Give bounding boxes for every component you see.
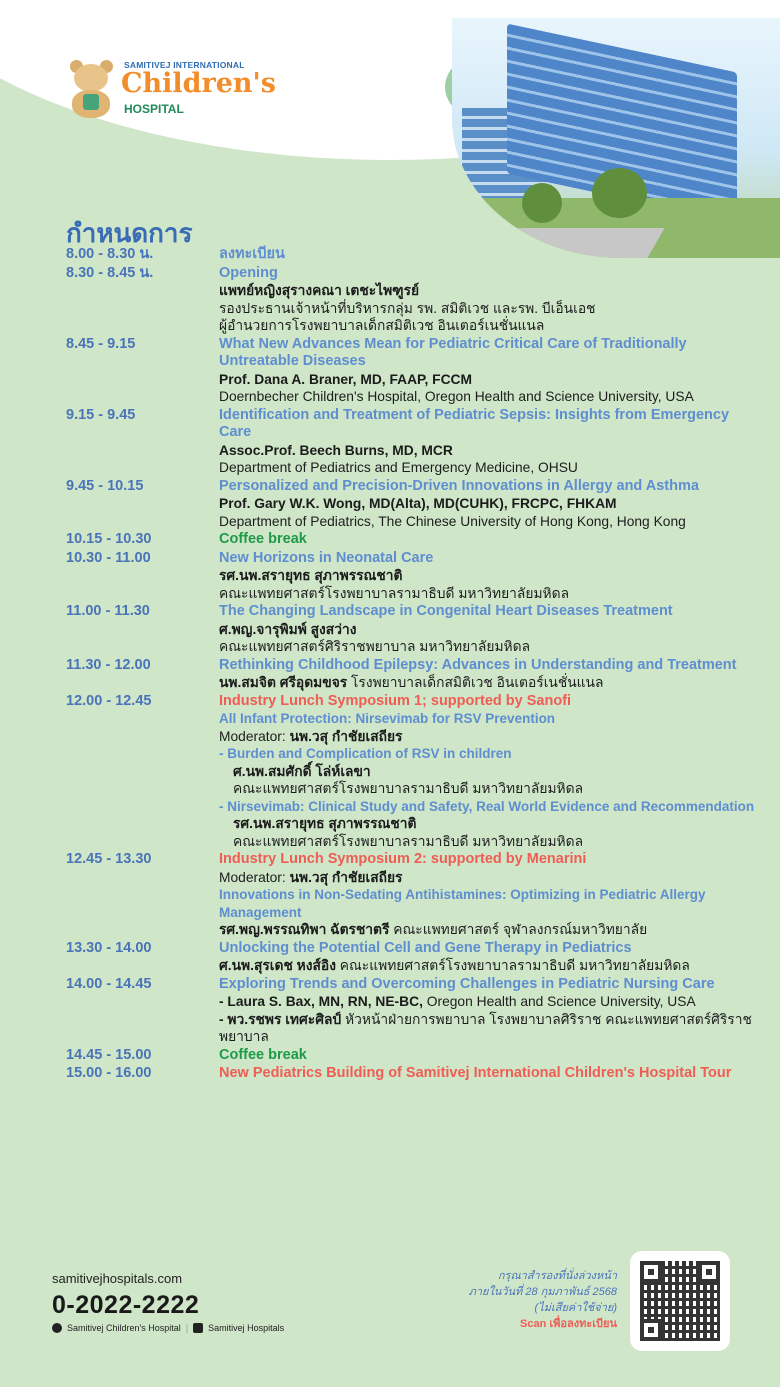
session-time: 8.45 - 9.15 [66,335,136,352]
schedule-list [66,246,756,1084]
talk-speaker: ศ.นพ.สมศักดิ์ โล่ห์เลขา [233,763,371,779]
session-title: Opening [219,264,278,281]
session-title: New Pediatrics Building of Samitivej International Children's Hospital Tour [219,1065,732,1081]
session-title: The Changing Landscape in Congenital Heart Diseases Treatment [219,603,673,619]
session-title: ลงทะเบียน [219,246,285,262]
logo-brand-line: SAMITIVEJ INTERNATIONAL [124,60,245,70]
speaker-affiliation: คณะแพทยศาสตร์โรงพยาบาลรามาธิบดี มหาวิทยาลัยมหิดล [219,585,570,601]
website-link[interactable]: samitivejhospitals.com [52,1271,183,1286]
bullet-speaker: - Laura S. Bax, MN, RN, NE-BC, [219,994,423,1009]
session-time: 9.45 - 10.15 [66,477,144,494]
moderator-label: Moderator: [219,728,290,744]
facebook-icon [52,1323,62,1333]
session-content [219,1047,756,1065]
note-line: (ไม่เสียค่าใช้จ่าย) [534,1302,617,1314]
speaker-line [219,371,756,389]
session-content [219,976,756,1046]
session-content [219,693,756,851]
speaker-name: รศ.นพ.สรายุทธ สุภาพรรณชาติ [219,568,403,583]
speaker-name: ศ.พญ.จารุพิมพ์ สูงสว่าง [219,621,357,637]
speaker-name: รศ.พญ.พรรณทิพา ฉัตรชาตรี [219,922,390,937]
session-time: 8.30 - 8.45 น. [66,264,154,281]
session-subtitle: All Infant Protection: Nirsevimab for RSV Prevention [219,711,556,726]
session-title: Rethinking Childhood Epilepsy: Advances in Understanding and Treatment [219,656,737,673]
registration-note [469,1268,617,1332]
bullet-item [219,993,756,1011]
session-title: Unlocking the Potential Cell and Gene Therapy in Pediatrics [219,939,632,956]
session-content [219,657,756,692]
speaker-line [219,495,756,513]
speaker-name: ศ.นพ.สุรเดช หงส์อิง [219,958,336,973]
moderator-line [219,728,756,746]
session-title: What New Advances Mean for Pediatric Critical Care of Traditionally Untreatable Diseases [219,335,687,369]
moderator-name: นพ.วสุ กำชัยเสถียร [289,869,403,885]
speaker-line [219,442,756,460]
schedule-row [66,657,756,692]
schedule-row [66,976,756,1046]
speaker-name: นพ.สมจิต ศรีอุดมขจร [219,675,348,690]
talk-title: - Nirsevimab: Clinical Study and Safety, Real World Evidence and Recommendation [219,798,755,814]
session-time: 13.30 - 14.00 [66,939,152,956]
speaker-affiliation: คณะแพทยศาสตร์ศิริราชพยาบาล มหาวิทยาลัยมหิดล [219,639,531,654]
talk-title: - Burden and Complication of RSV in children [219,746,512,761]
speaker-line [219,567,756,585]
schedule-row [66,603,756,656]
session-title: Industry Lunch Symposium 1; supported by Sanofi [219,692,572,709]
speaker-affiliation: ผู้อำนวยการโรงพยาบาลเด็กสมิติเวช อินเตอร์เนชั่นแนล [219,318,545,333]
speaker-affiliation: รองประธานเจ้าหน้าที่บริหารกลุ่ม รพ. สมิติเวช และรพ. บีเอ็นเอช [219,300,596,316]
speaker-name: แพทย์หญิงสุรางคณา เตชะไพฑูรย์ [219,283,420,298]
schedule-row [66,1047,756,1065]
hospital-building-photo [452,18,780,258]
session-time: 11.00 - 11.30 [66,603,150,619]
speaker-line [219,957,756,975]
qr-code-icon [640,1261,720,1341]
youtube-link[interactable]: Samitivej Hospitals [208,1323,285,1333]
teddy-bear-icon [66,60,116,118]
scan-label: Scan เพื่อลงทะเบียน [520,1318,617,1330]
talk-speaker: รศ.นพ.สรายุทธ สุภาพรรณชาติ [233,816,417,831]
session-time: 11.30 - 12.00 [66,656,151,673]
speaker-affiliation: Doernbecher Children's Hospital, Oregon Health and Science University, USA [219,389,694,404]
phone-number[interactable]: 0-2022-2222 [52,1291,200,1319]
session-content [219,336,756,406]
schedule-row [66,693,756,851]
speaker-name: Assoc.Prof. Beech Burns, MD, MCR [219,442,453,458]
session-content [219,246,756,264]
facebook-link[interactable]: Samitivej Children's Hospital [67,1323,181,1333]
session-time: 14.00 - 14.45 [66,975,152,992]
logo-name: Children's [121,68,277,99]
session-title: Exploring Trends and Overcoming Challenges in Pediatric Nursing Care [219,975,715,992]
speaker-name: Prof. Dana A. Braner, MD, FAAP, FCCM [219,371,472,387]
schedule-row [66,478,756,531]
speaker-line [219,674,756,692]
speaker-affiliation: Department of Pediatrics and Emergency Medicine, OHSU [219,460,578,475]
speaker-affiliation: โรงพยาบาลเด็กสมิติเวช อินเตอร์เนชั่นแนล [347,675,604,690]
hospital-logo [66,58,276,122]
bullet-item [219,1011,756,1046]
moderator-label: Moderator: [219,869,290,885]
moderator-line [219,869,756,887]
social-links: Samitivej Children's Hospital | Samitivej Hospitals [52,1323,284,1333]
talk-affiliation: คณะแพทยศาสตร์โรงพยาบาลรามาธิบดี มหาวิทยาลัยมหิดล [233,781,584,796]
schedule-row [66,851,756,939]
session-title: Identification and Treatment of Pediatric Sepsis: Insights from Emergency Care [219,406,730,440]
session-time: 12.00 - 12.45 [66,692,152,709]
schedule-row [66,336,756,406]
session-time: 10.15 - 10.30 [66,531,152,547]
session-time: 15.00 - 16.00 [66,1065,152,1081]
session-time: 9.15 - 9.45 [66,406,136,423]
session-content [219,603,756,656]
session-time: 10.30 - 11.00 [66,549,151,566]
schedule-row [66,407,756,477]
speaker-affiliation: Department of Pediatrics, The Chinese University of Hong Kong, Hong Kong [219,513,686,529]
speaker-line [219,921,756,939]
session-time: 14.45 - 15.00 [66,1046,152,1063]
session-content [219,851,756,939]
note-line: กรุณาสำรองที่นั่งล่วงหน้า [497,1270,617,1282]
youtube-icon [193,1323,203,1333]
footer [52,1271,752,1371]
session-title: Coffee break [219,1046,307,1063]
schedule-row [66,1065,756,1083]
speaker-line [219,621,756,639]
note-line: ภายในวันที่ 28 กุมภาพันธ์ 2568 [468,1286,617,1298]
page-title: กำหนดการ [66,219,193,249]
schedule-row [66,531,756,549]
session-subtitle: Innovations in Non-Sedating Antihistamines: Optimizing in Pediatric Allergy Management [219,887,706,920]
speaker-affiliation: คณะแพทยศาสตร์ จุฬาลงกรณ์มหาวิทยาลัย [389,922,648,937]
session-content [219,940,756,975]
bullet-affiliation: Oregon Health and Science University, USA [422,994,696,1009]
speaker-affiliation: คณะแพทยศาสตร์โรงพยาบาลรามาธิบดี มหาวิทยาลัยมหิดล [335,958,690,973]
session-time: 12.45 - 13.30 [66,851,152,867]
logo-subname: HOSPITAL [124,102,184,116]
talk-affiliation: คณะแพทยศาสตร์โรงพยาบาลรามาธิบดี มหาวิทยาลัยมหิดล [233,833,584,849]
schedule-row [66,246,756,264]
session-content [219,550,756,603]
session-time: 8.00 - 8.30 น. [66,246,154,262]
schedule-row [66,550,756,603]
session-title: Industry Lunch Symposium 2: supported by Menarini [219,851,587,867]
session-title: Personalized and Precision-Driven Innovations in Allergy and Asthma [219,477,699,494]
session-content [219,478,756,531]
registration-qr-code[interactable] [630,1251,730,1351]
schedule-row [66,265,756,335]
bullet-affiliation: หัวหน้าฝ่ายการพยาบาล โรงพยาบาลศิริราช คณะแพทยศาสตร์ศิริราชพยาบาล [219,1011,752,1044]
session-content [219,265,756,335]
session-content [219,531,756,549]
speaker-name: Prof. Gary W.K. Wong, MD(Alta), MD(CUHK), FRCPC, FHKAM [219,496,617,511]
schedule-row [66,940,756,975]
session-content [219,407,756,477]
session-title: Coffee break [219,531,307,547]
session-content [219,1065,756,1083]
moderator-name: นพ.วสุ กำชัยเสถียร [289,728,403,744]
speaker-line [219,282,756,300]
bullet-speaker: - พว.รชพร เทศะศิลป์ [219,1011,342,1027]
session-title: New Horizons in Neonatal Care [219,549,434,566]
